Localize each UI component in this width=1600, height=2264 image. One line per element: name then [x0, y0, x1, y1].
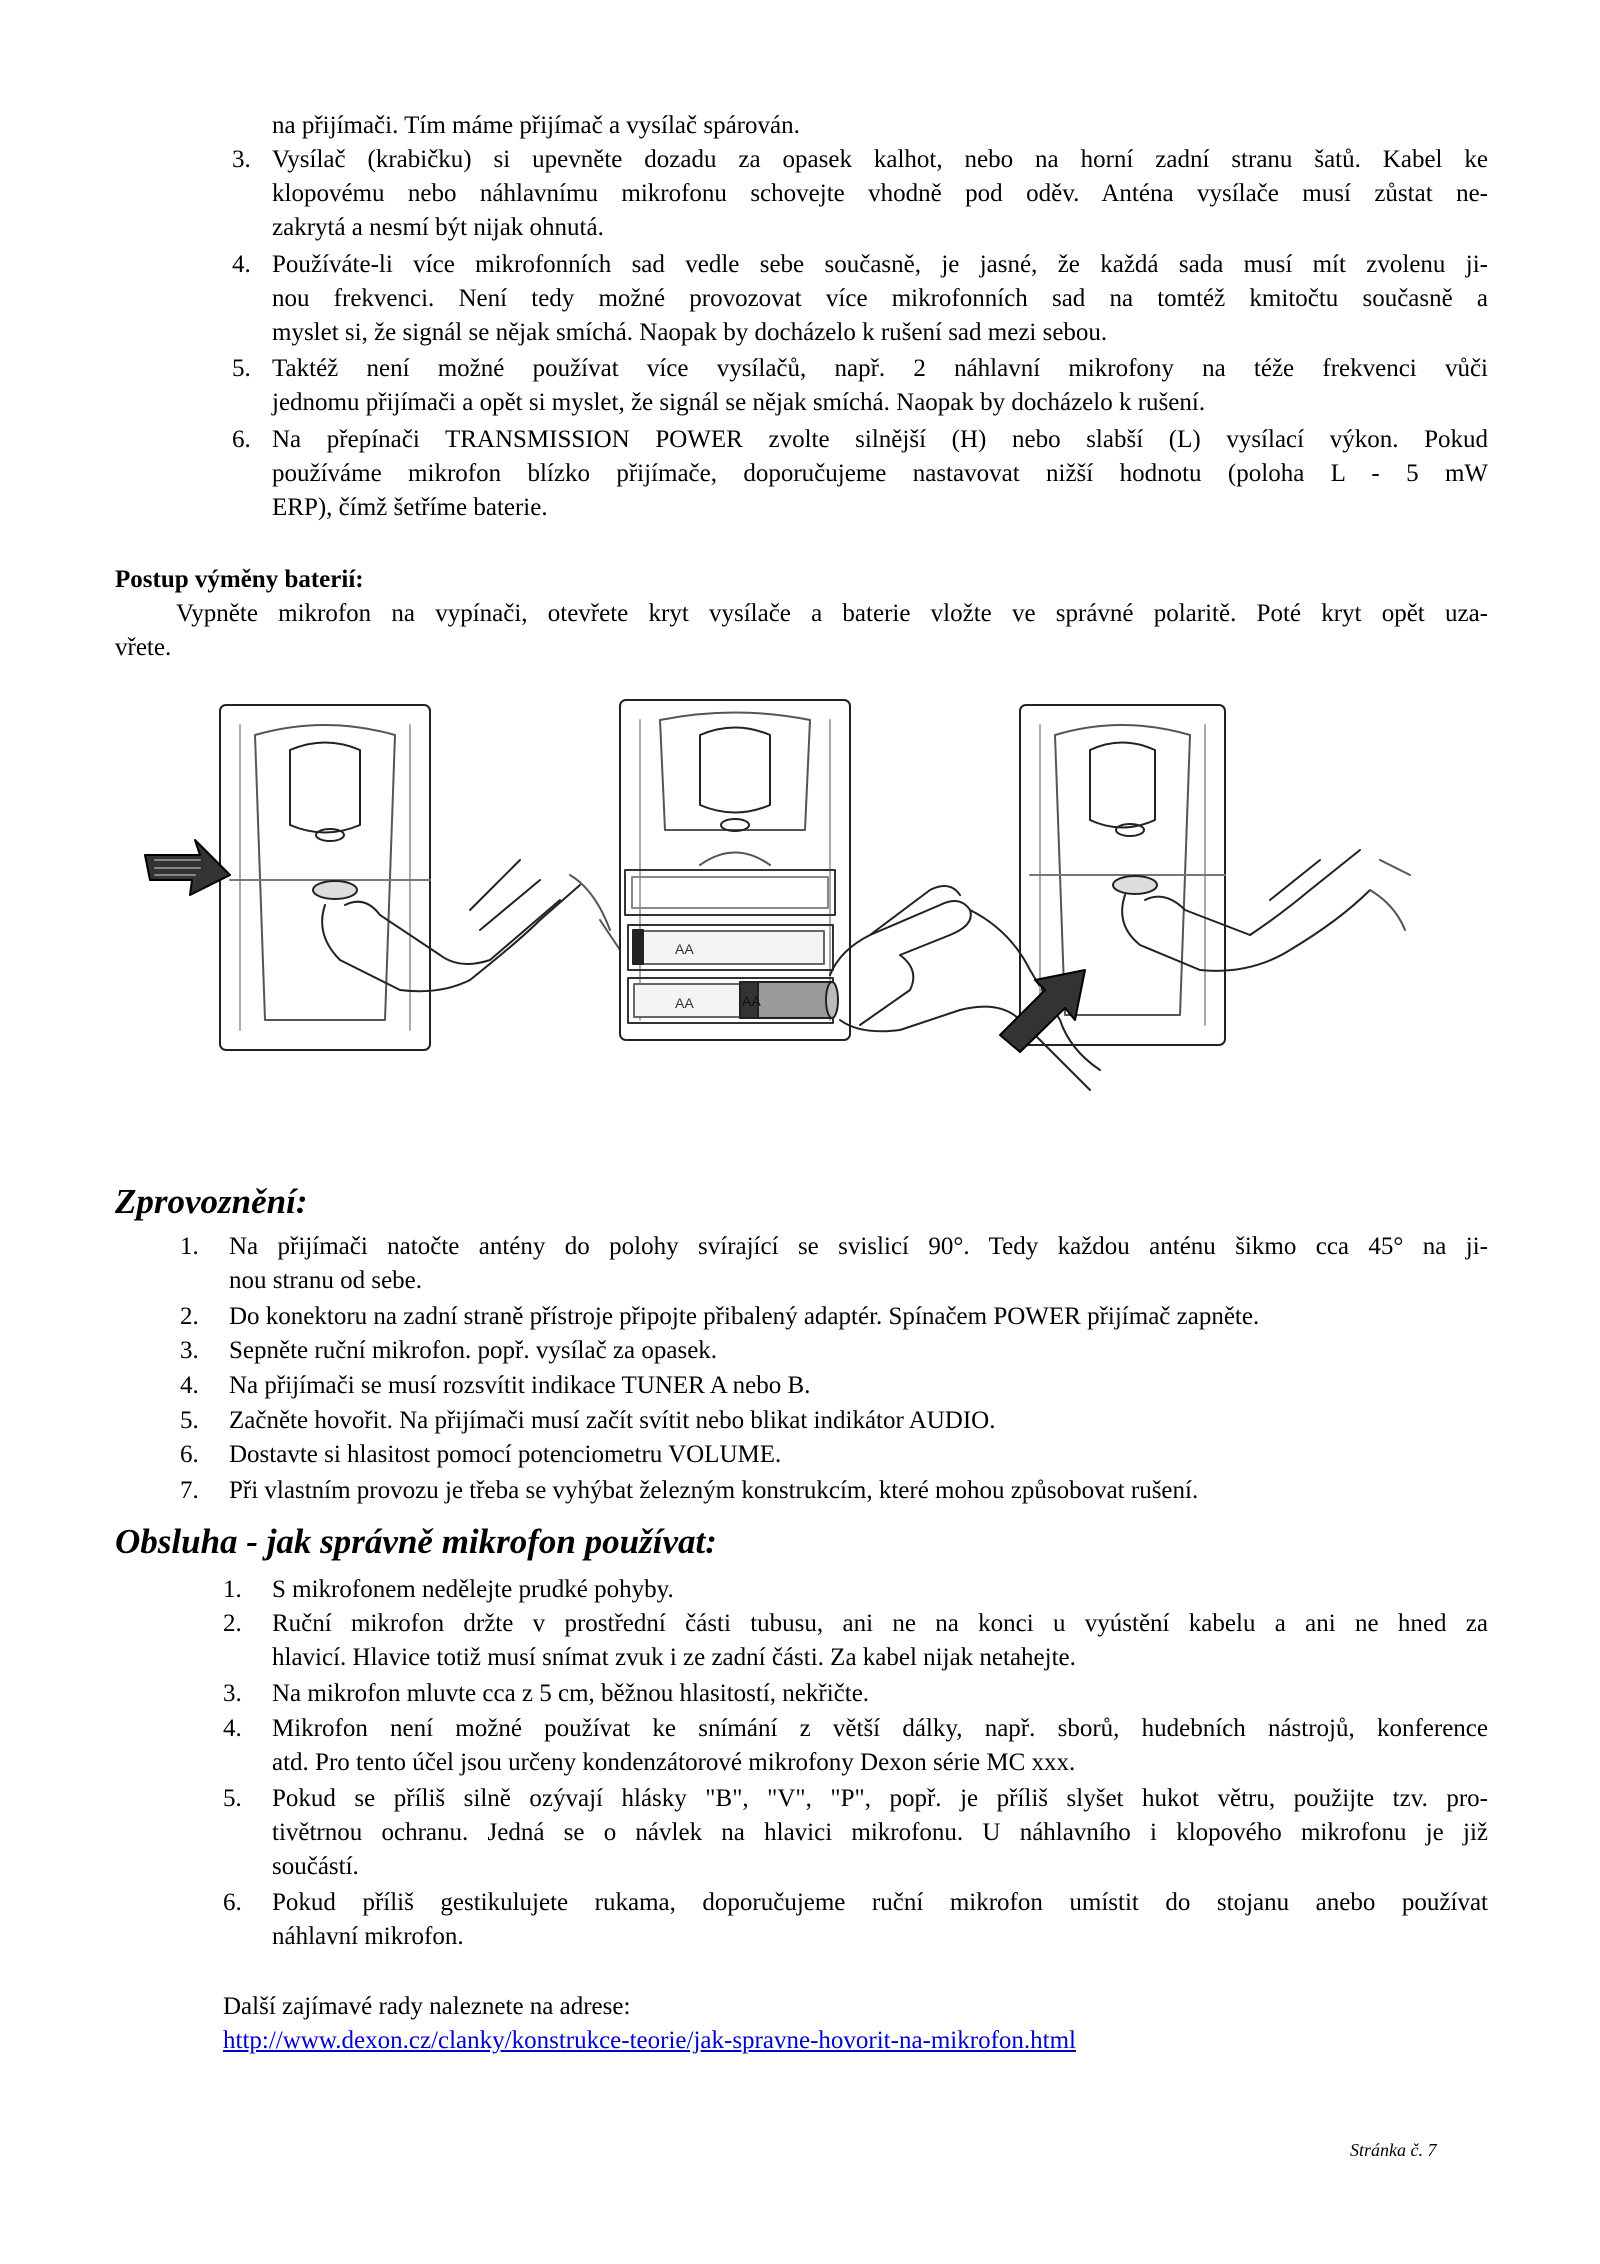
list-line: náhlavní mikrofon. — [272, 1923, 464, 1950]
usage-section-title: Obsluha - jak správně mikrofon používat: — [115, 1522, 717, 1561]
list-line: Taktéž není možné používat více vysílačů, např. 2 náhlavní mikrofony na téže frekvenci vůči — [272, 355, 1488, 382]
battery-label: AA — [675, 995, 694, 1011]
list-line: hlavicí. Hlavice totiž musí snímat zvuk i ze zadní části. Za kabel nijak netahejte. — [272, 1644, 1076, 1671]
battery-text-line: vřete. — [115, 634, 172, 661]
list-line: Na přepínači TRANSMISSION POWER zvolte silnější (H) nebo slabší (L) vysílací výkon. Pokud — [272, 426, 1488, 453]
battery-replacement-figure — [140, 690, 1460, 1150]
start-section-title: Zprovoznění: — [115, 1182, 308, 1221]
list-number: 6. — [223, 1889, 242, 1916]
list-line: tivětrnou ochranu. Jedná se o návlek na hlavici mikrofonu. U náhlavního i klopového mikrofonu je již — [272, 1819, 1488, 1846]
list-line: Pokud příliš gestikulujete rukama, doporučujeme ruční mikrofon umístit do stojanu anebo používat — [272, 1889, 1488, 1916]
list-line: Pokud se příliš silně ozývají hlásky "B", "V", "P", popř. je příliš slyšet hukot větru, použijte tzv. pro- — [272, 1785, 1488, 1812]
list-line: Na mikrofon mluvte cca z 5 cm, běžnou hlasitostí, nekřičte. — [272, 1680, 870, 1707]
list-number: 5. — [180, 1407, 199, 1434]
list-number: 3. — [223, 1680, 242, 1707]
list-line: Mikrofon není možné používat ke snímání z větší dálky, např. sborů, hudebních nástrojů, konference — [272, 1715, 1488, 1742]
more-info-text: Další zajímavé rady naleznete na adrese: — [223, 1993, 631, 2020]
list-line: atd. Pro tento účel jsou určeny kondenzátorové mikrofony Dexon série MC xxx. — [272, 1749, 1076, 1776]
list-line: zakrytá a nesmí být nijak ohnutá. — [272, 214, 604, 241]
list-line: součástí. — [272, 1853, 359, 1880]
list-line: Vysílač (krabičku) si upevněte dozadu za opasek kalhot, nebo na horní zadní stranu šatů. Kabel ke — [272, 146, 1488, 173]
arrow-icon — [145, 840, 230, 895]
battery-text-line: Vypněte mikrofon na vypínači, otevřete kryt vysílače a baterie vložte ve správné polaritě. Poté kryt opět uza- — [176, 600, 1488, 627]
list-continuation-line: na přijímači. Tím máme přijímač a vysílač spárován. — [272, 112, 800, 139]
list-number: 6. — [232, 426, 251, 453]
list-number: 4. — [180, 1372, 199, 1399]
list-line: nou stranu od sebe. — [229, 1267, 423, 1294]
list-number: 2. — [223, 1610, 242, 1637]
list-number: 6. — [180, 1441, 199, 1468]
list-line: jednomu přijímači a opět si myslet, že signál se nějak smíchá. Naopak by docházelo k rušení. — [272, 389, 1206, 416]
list-line: Sepněte ruční mikrofon. popř. vysílač za opasek. — [229, 1337, 718, 1364]
list-number: 1. — [223, 1576, 242, 1603]
list-number: 4. — [223, 1715, 242, 1742]
transmitter-panel-1 — [145, 705, 620, 1050]
list-line: Používáte-li více mikrofonních sad vedle sebe současně, je jasné, že každá sada musí mít zvolenu ji- — [272, 251, 1488, 278]
list-number: 5. — [223, 1785, 242, 1812]
list-line: Ruční mikrofon držte v prostřední části tubusu, ani ne na konci u vyústění kabelu a ani ne hned za — [272, 1610, 1488, 1637]
list-number: 5. — [232, 355, 251, 382]
list-number: 2. — [180, 1303, 199, 1330]
list-line: Do konektoru na zadní straně přístroje připojte přibalený adaptér. Spínačem POWER přijímač zapněte. — [229, 1303, 1260, 1330]
battery-label: AA — [675, 941, 694, 957]
arrow-icon — [1000, 970, 1085, 1052]
battery-label: AA — [742, 993, 761, 1009]
list-number: 4. — [232, 251, 251, 278]
list-line: ERP), čímž šetříme baterie. — [272, 494, 548, 521]
list-number: 3. — [232, 146, 251, 173]
list-line: klopovému nebo náhlavnímu mikrofonu schovejte vhodně pod oděv. Anténa vysílače musí zůstat ne- — [272, 180, 1488, 207]
list-line: nou frekvenci. Není tedy možné provozovat více mikrofonních sad na tomtéž kmitočtu současně a — [272, 285, 1488, 312]
list-number: 1. — [180, 1233, 199, 1260]
more-info-link[interactable]: http://www.dexon.cz/clanky/konstrukce-teorie/jak-spravne-hovorit-na-mikrofon.html — [223, 2027, 1076, 2054]
transmitter-panel-3 — [1000, 705, 1410, 1052]
list-number: 3. — [180, 1337, 199, 1364]
list-line: myslet si, že signál se nějak smíchá. Naopak by docházelo k rušení sad mezi sebou. — [272, 319, 1108, 346]
list-line: Na přijímači natočte antény do polohy svírající se svislicí 90°. Tedy každou anténu šikmo cca 45° na ji- — [229, 1233, 1488, 1260]
list-number: 7. — [180, 1477, 199, 1504]
list-line: Na přijímači se musí rozsvítit indikace TUNER A nebo B. — [229, 1372, 811, 1399]
battery-section-title: Postup výměny baterií: — [115, 566, 364, 593]
page-number: Stránka č. 7 — [1350, 2140, 1437, 2160]
list-line: Začněte hovořit. Na přijímači musí začít svítit nebo blikat indikátor AUDIO. — [229, 1407, 996, 1434]
list-line: S mikrofonem nedělejte prudké pohyby. — [272, 1576, 674, 1603]
list-line: používáme mikrofon blízko přijímače, doporučujeme nastavovat nižší hodnotu (poloha L - 5 mW — [272, 460, 1488, 487]
list-line: Při vlastním provozu je třeba se vyhýbat železným konstrukcím, které mohou způsobovat rušení. — [229, 1477, 1199, 1504]
list-line: Dostavte si hlasitost pomocí potenciometru VOLUME. — [229, 1441, 782, 1468]
